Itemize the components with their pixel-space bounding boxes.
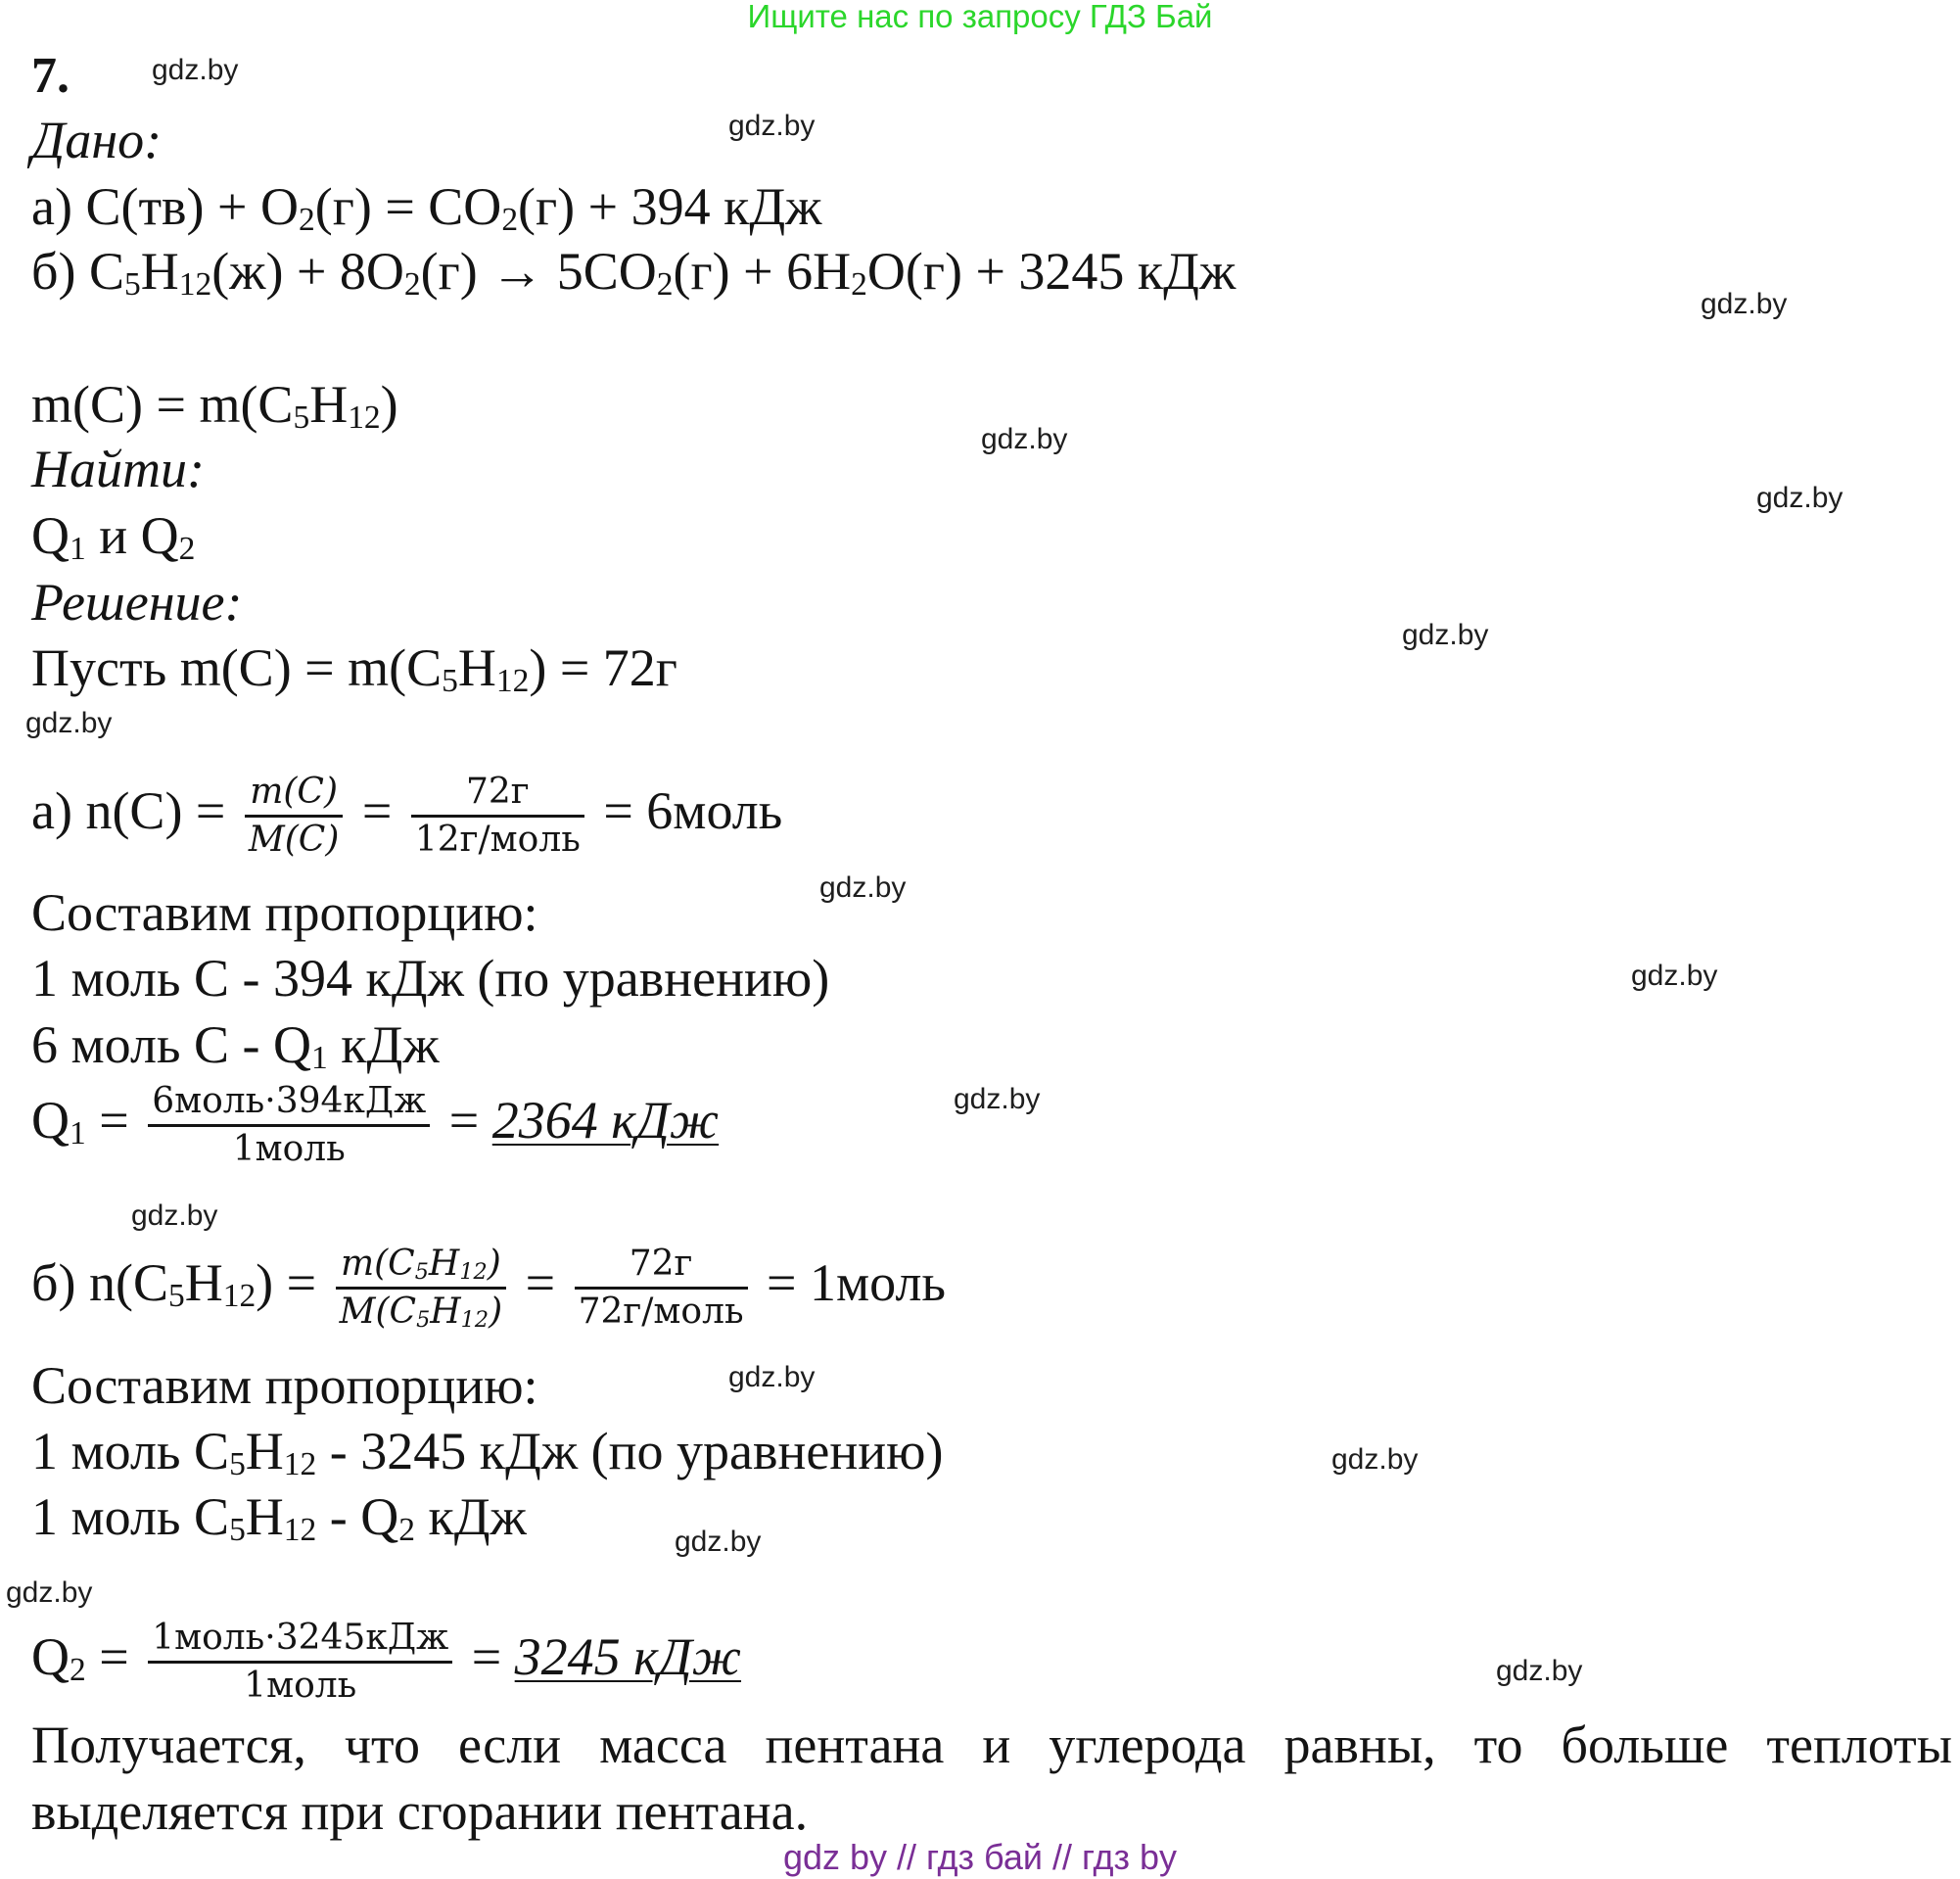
proportion-a1: 1 моль C - 394 кДж (по уравнению) (31, 949, 830, 1008)
watermark: gdz.by (1631, 960, 1718, 992)
find-value: $Q_1$ и $Q_2$ (31, 506, 196, 568)
fraction: $\frac{\text{6моль·394кДж}}{\text{1моль}}$ (148, 1079, 430, 1172)
watermark: gdz.by (25, 707, 113, 739)
watermark: gdz.by (728, 1361, 816, 1393)
watermark: gdz.by (152, 54, 239, 86)
watermark: gdz.by (954, 1083, 1041, 1115)
proportion-a2: 6 моль C - $Q_1$ кДж (31, 1015, 440, 1077)
watermark: gdz.by (728, 110, 816, 142)
calc-a: а) n(C) = $\frac{m(C)}{M(C)}$ = $\frac{72г}{\text{12г/моль}}$ = 6моль (31, 770, 782, 863)
calc-b: б) $n(C_5H_{12})$ = $\frac{m(C_5H_{12})}{M(C_5H_{12})}$ = $\frac{72г}{\text{72г/моль}}$ = 1моль (31, 1244, 947, 1334)
conclusion-paragraph: Получается, что если масса пентана и углерода равны, то больше теплоты выделяется при сгорании пентана. (31, 1715, 1952, 1841)
watermark: gdz.by (6, 1576, 93, 1609)
let-line: Пусть $m(C) = m(C_5H_{12}) = 72г$ (31, 638, 677, 700)
watermark: gdz.by (819, 871, 907, 904)
mass-condition: $m(C) = m(C_5H_{12})$ (31, 375, 398, 437)
q1-calc: $Q_1$ = $\frac{\text{6моль·394кДж}}{\text{1моль}}$ = 2364 кДж (31, 1079, 719, 1172)
given-label: Дано: (31, 111, 163, 169)
search-banner: Ищите нас по запросу ГДЗ Бай (747, 0, 1213, 34)
q1-result: 2364 кДж (491, 1090, 720, 1150)
proportion-b1: 1 моль $C_5H_{12} - 3245$ кДж (по уравнению) (31, 1422, 944, 1483)
fraction: $\frac{72г}{\text{72г/моль}}$ (575, 1242, 748, 1335)
task-number: 7. (31, 48, 70, 104)
q2-result: 3245 кДж (514, 1626, 742, 1686)
equation-b: б) $C_5H_{12}(ж) + 8O_2(г) \to 5CO_2(г) + 6H_2O(г) + 3245$ кДж (31, 242, 1237, 304)
watermark: gdz.by (131, 1199, 218, 1232)
fraction: $\frac{m(C)}{M(C)}$ (245, 770, 344, 863)
proportion-label: Составим пропорцию: (31, 883, 538, 942)
watermark: gdz.by (981, 423, 1068, 455)
proportion-label-b: Составим пропорцию: (31, 1356, 538, 1415)
fraction: $\frac{\text{1моль·3245кДж}}{\text{1моль}}$ (148, 1616, 452, 1709)
watermark: gdz.by (1331, 1443, 1419, 1476)
solution-label: Решение: (31, 573, 243, 632)
find-label: Найти: (31, 440, 205, 498)
watermark: gdz.by (1756, 482, 1843, 514)
q2-calc: $Q_2$ = $\frac{\text{1моль·3245кДж}}{\text{1моль}}$ = 3245 кДж (31, 1616, 741, 1709)
proportion-b2: 1 моль $C_5H_{12} - Q_2$ кДж (31, 1487, 527, 1549)
equation-a: а) $C(тв) + O_2(г) = CO_2(г) + 394$ кДж (31, 177, 822, 239)
watermark: gdz.by (675, 1526, 762, 1558)
watermark: gdz.by (1402, 619, 1489, 651)
watermark: gdz.by (1701, 288, 1788, 320)
fraction: $\frac{m(C_5H_{12})}{M(C_5H_{12})}$ (336, 1242, 507, 1335)
fraction: $\frac{72г}{\text{12г/моль}}$ (411, 770, 584, 863)
footer-links: gdz by // гдз бай // гдз by (782, 1837, 1178, 1877)
watermark: gdz.by (1496, 1655, 1583, 1687)
